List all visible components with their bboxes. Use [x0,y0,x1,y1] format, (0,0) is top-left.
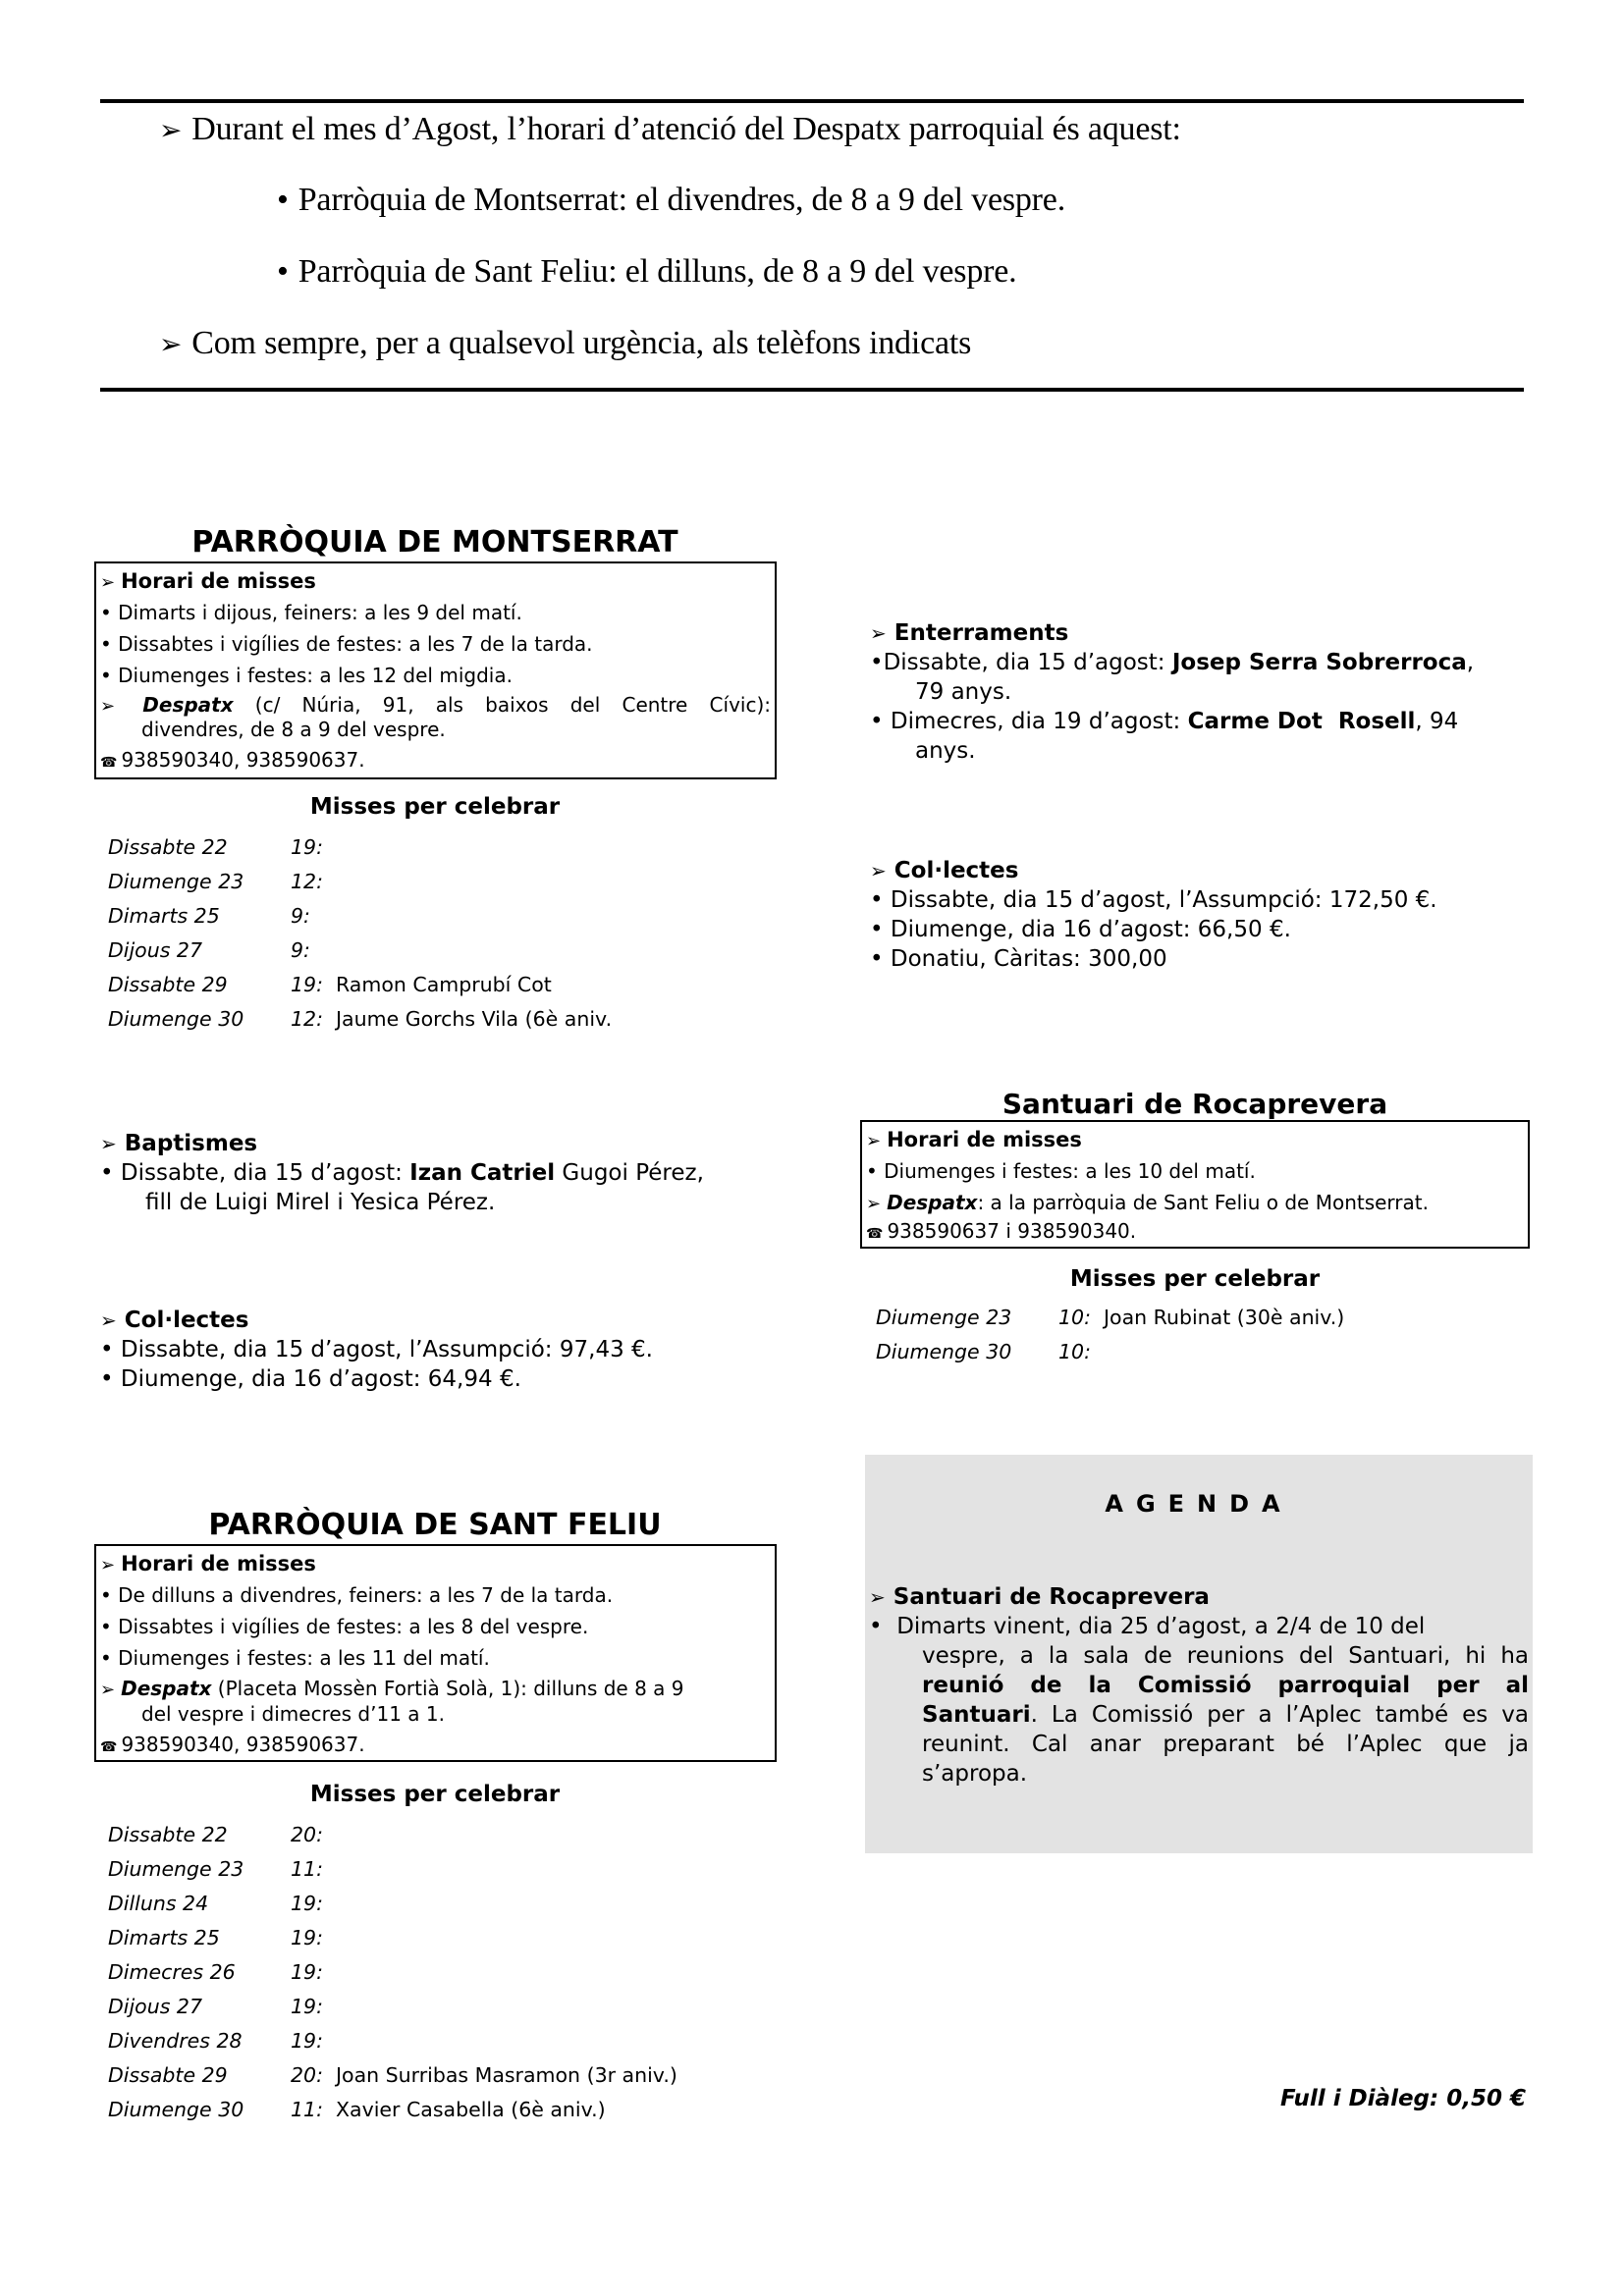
arrow-bullet-icon: ➢ [159,328,183,360]
mass-day: Diumenge 30 [108,1007,244,1031]
bullet-icon: • [870,887,884,913]
arrow-bullet-icon: ➢ [870,859,887,882]
top-rule [100,99,1524,103]
phone-numbers: 938590637 i 938590340. [887,1219,1137,1243]
bullet-icon: • [100,601,112,624]
collections-heading-text: Col·lectes [893,858,1019,883]
schedule-item-text: Dimarts i dijous, feiners: a les 9 del matí. [118,601,522,624]
bullet-icon: • [870,917,884,942]
bullet-icon: • [277,182,289,218]
arrow-bullet-icon: ➢ [159,114,183,146]
bullet-icon: • [277,253,289,290]
agenda-cont-post: . La Comissió per a l’Aplec també es va reunint. Cal anar preparant bé l’Aplec que ja s’apropa. [922,1702,1529,1787]
montserrat-title: PARRÒQUIA DE MONTSERRAT [191,525,678,560]
mass-day: Dissabte 22 [108,835,228,859]
phone-icon: ☎ [866,1226,884,1242]
mass-day: Dimarts 25 [108,1926,220,1949]
mass-time: 19: [291,1926,323,1949]
office-label: Despatx [121,1677,212,1700]
bullet-icon: • [100,1337,114,1362]
funerals-section [870,618,1534,766]
mass-day: Diumenge 23 [108,870,244,893]
office-hours-text: divendres, de 8 a 9 del vespre. [141,718,446,741]
funerals-heading [870,618,1534,648]
funeral-post: , 94 [1415,709,1459,734]
santuari-title: Santuari de Rocaprevera [1001,1088,1388,1120]
schedule-heading-text: Horari de misses [121,569,316,593]
montserrat-masses-title: Misses per celebrar [309,794,561,820]
schedule-item-text: Diumenges i festes: a les 12 del migdia. [118,664,513,687]
mass-day: Dilluns 24 [108,1892,209,1915]
collection-item [100,1335,778,1364]
mass-day: Dissabte 29 [108,973,228,996]
notice-text-1: Durant el mes d’Agost, l’horari d’atenció del Despatx parroquial és aquest: [191,111,1181,147]
funerals-heading-text: Enterraments [893,620,1069,646]
funeral-item [870,707,1534,766]
mass-time: 10: [1058,1340,1091,1363]
agenda-box [865,1455,1533,1853]
bullet-icon: • [100,1160,114,1186]
mass-row [876,1301,1524,1335]
mass-day: Dimarts 25 [108,904,220,928]
funeral-name: Carme Dot Rosell [1187,709,1416,734]
phone-line [866,1218,1524,1246]
office-hours-text: del vespre i dimecres d’11 a 1. [141,1702,445,1726]
mass-row [108,968,776,1002]
santfeliu-masses-title: Misses per celebrar [309,1782,561,1807]
santfeliu-masses-table [108,1818,776,2127]
mass-time: 10: [1058,1306,1091,1329]
schedule-heading-text: Horari de misses [121,1552,316,1575]
agenda-text [869,1612,1529,1789]
mass-time: 20: [291,2063,323,2087]
phone-line [100,744,771,775]
office-hours [100,719,771,744]
montserrat-masses-table [108,830,776,1037]
phone-numbers: 938590340, 938590637. [121,1733,365,1756]
mass-row [108,830,776,865]
agenda-item [869,1582,1529,1789]
collections-heading [870,856,1534,885]
mass-row [108,1955,776,1990]
arrow-bullet-icon: ➢ [866,1131,882,1151]
funeral-date: Dimecres, dia 19 d’agost: [890,709,1188,734]
collection-text: Dissabte, dia 15 d’agost, l’Assumpció: 172,50 €. [890,887,1437,913]
agenda-title: AGENDA [1105,1490,1293,1518]
arrow-bullet-icon: ➢ [866,1194,882,1214]
mass-day: Diumenge 23 [108,1857,244,1881]
mass-intention: Joan Surribas Masramon (3r aniv.) [336,2063,677,2087]
arrow-bullet-icon: ➢ [870,621,887,645]
mass-intention: Jaume Gorchs Vila (6è aniv. [336,1007,613,1031]
bullet-icon: • [100,1646,112,1670]
collections-heading-text: Col·lectes [124,1308,249,1333]
collection-text: Diumenge, dia 16 d’agost: 66,50 €. [890,917,1291,942]
baptism-date: Dissabte, dia 15 d’agost: [120,1160,410,1186]
mass-intention: Xavier Casabella (6è aniv.) [336,2098,606,2121]
mass-time: 12: [291,1007,323,1031]
mass-time: 19: [291,1995,323,2018]
mass-day: Diumenge 30 [876,1340,1012,1363]
schedule-heading [100,565,771,597]
mass-time: 12: [291,870,323,893]
arrow-bullet-icon: ➢ [100,572,116,593]
santuari-masses-table [876,1301,1524,1369]
bullet-icon: • [870,946,884,972]
schedule-heading [866,1124,1524,1155]
schedule-item-text: Diumenges i festes: a les 10 del matí. [884,1159,1256,1183]
mass-row [108,1887,776,1921]
phone-line [100,1729,771,1760]
mass-row [108,899,776,934]
phone-numbers: 938590340, 938590637. [121,748,365,772]
bullet-icon: • [100,1615,112,1638]
arrow-bullet-icon: ➢ [869,1585,886,1609]
bullet-icon: • [100,1583,112,1607]
mass-row [108,2093,776,2127]
arrow-bullet-icon: ➢ [100,1680,116,1700]
phone-icon: ☎ [100,1739,118,1755]
schedule-item [100,597,771,628]
collection-item [870,944,1534,974]
collections-heading [100,1306,778,1335]
mass-time: 19: [291,973,323,996]
mass-row [108,1852,776,1887]
notice-bullet-text-2: Parròquia de Sant Feliu: el dilluns, de 8 a 9 del vespre. [298,253,1017,290]
mass-day: Divendres 28 [108,2029,243,2053]
mass-row [108,1002,776,1037]
collection-text: Donatiu, Càritas: 300,00 [890,946,1167,972]
bullet-icon: • [100,632,112,656]
arrow-bullet-icon: ➢ [100,1132,117,1155]
agenda-continuation [869,1641,1529,1789]
santuari-masses-title: Misses per celebrar [1069,1266,1321,1292]
schedule-item [100,1642,771,1674]
mass-time: 19: [291,1960,323,1984]
baptisms-heading-text: Baptismes [124,1131,258,1156]
mass-intention: Joan Rubinat (30è aniv.) [1104,1306,1345,1329]
baptism-item [100,1158,778,1217]
price-footer: Full i Diàleg: 0,50 € [1280,2086,1526,2111]
right-collections-section [870,856,1534,974]
mass-time: 11: [291,1857,323,1881]
schedule-item-text: De dilluns a divendres, feiners: a les 7 de la tarda. [118,1583,614,1607]
schedule-heading [100,1548,771,1579]
office-hours [100,1701,771,1729]
mass-time: 9: [291,938,310,962]
schedule-item-text: Dissabtes i vigílies de festes: a les 8 del vespre. [118,1615,589,1638]
santuari-schedule-box [860,1120,1530,1249]
arrow-bullet-icon: ➢ [100,1308,117,1332]
office-text: : a la parròquia de Sant Feliu o de Montserrat. [977,1191,1429,1214]
mass-time: 19: [291,835,323,859]
notice-bullet-text-1: Parròquia de Montserrat: el divendres, de 8 a 9 del vespre. [298,182,1065,218]
collection-text: Diumenge, dia 16 d’agost: 64,94 €. [120,1366,521,1392]
collection-item [100,1364,778,1394]
bullet-icon: • [100,1366,114,1392]
baptisms-heading [100,1129,778,1158]
office-info [100,1674,771,1701]
bullet-icon: • [870,650,884,675]
baptism-parents: fill de Luigi Mirel i Yesica Pérez. [145,1190,496,1215]
montserrat-schedule-box [94,561,777,779]
office-label: Despatx [142,693,234,717]
mass-time: 20: [291,1823,323,1846]
schedule-item-text: Diumenges i festes: a les 11 del matí. [118,1646,490,1670]
schedule-item [100,1579,771,1611]
mass-time: 11: [291,2098,323,2121]
santfeliu-title: PARRÒQUIA DE SANT FELIU [208,1508,662,1542]
mass-day: Dissabte 22 [108,1823,228,1846]
arrow-bullet-icon: ➢ [100,696,116,717]
mass-time: 19: [291,2029,323,2053]
schedule-item [100,1611,771,1642]
santfeliu-schedule-box [94,1544,777,1762]
baptism-surname: Gugoi Pérez, [555,1160,704,1186]
mass-day: Dissabte 29 [108,2063,228,2087]
mass-row [108,2024,776,2058]
mass-row [876,1335,1524,1369]
collection-text: Dissabte, dia 15 d’agost, l’Assumpció: 97,43 €. [120,1337,653,1362]
baptisms-section [100,1129,778,1217]
mass-day: Diumenge 23 [876,1306,1012,1329]
schedule-item-text: Dissabtes i vigílies de festes: a les 7 de la tarda. [118,632,593,656]
bullet-icon: • [866,1159,878,1183]
notice-bullet-2 [277,252,1016,292]
office-label: Despatx [887,1191,978,1214]
mass-intention: Ramon Camprubí Cot [336,973,552,996]
notice-text-2: Com sempre, per a qualsevol urgència, als telèfons indicats [191,325,972,361]
agenda-heading [869,1582,1529,1612]
schedule-item [100,660,771,691]
office-info [866,1187,1524,1218]
bullet-icon: • [100,664,112,687]
schedule-item [100,628,771,660]
funeral-name: Josep Serra Sobrerroca [1171,650,1467,675]
mass-row [108,2058,776,2093]
mass-time: 9: [291,904,310,928]
collection-item [870,885,1534,915]
funeral-date: Dissabte, dia 15 d’agost: [883,650,1172,675]
agenda-cont-bold: reunió de la Comissió parroquial per al Santuari [922,1673,1529,1728]
notice-bullet-1 [277,181,1065,220]
collection-item [870,915,1534,944]
bullet-icon: • [869,1614,883,1639]
funeral-age: 79 anys. [915,679,1012,705]
agenda-first-line: Dimarts vinent, dia 25 d’agost, a 2/4 de 10 del [896,1614,1426,1639]
mass-row [108,1818,776,1852]
phone-icon: ☎ [100,755,118,771]
notice-line-1 [159,110,1181,150]
notice-line-2 [159,324,971,364]
agenda-heading-text: Santuari de Rocaprevera [893,1584,1210,1610]
mass-row [108,1921,776,1955]
mass-row [108,1990,776,2024]
baptism-name: Izan Catriel [409,1160,556,1186]
mass-row [108,865,776,899]
mass-day: Diumenge 30 [108,2098,244,2121]
mass-day: Dijous 27 [108,938,202,962]
bullet-icon: • [870,709,884,734]
office-address: (Placeta Mossèn Fortià Solà, 1): dilluns de 8 a 9 [211,1677,684,1700]
mass-day: Dijous 27 [108,1995,202,2018]
office-address: (c/ Núria, 91, als baixos del Centre Cívic): [233,693,771,717]
mass-row [108,934,776,968]
mass-time: 19: [291,1892,323,1915]
arrow-bullet-icon: ➢ [100,1555,116,1575]
funeral-post: , [1466,650,1475,675]
funeral-age: anys. [915,738,976,764]
montserrat-collections-section [100,1306,778,1394]
mass-day: Dimecres 26 [108,1960,236,1984]
bottom-rule [100,388,1524,392]
schedule-item [866,1155,1524,1187]
agenda-cont-pre: vespre, a la sala de reunions del Santuari, hi ha [922,1643,1529,1669]
funeral-item [870,648,1534,707]
schedule-heading-text: Horari de misses [887,1128,1082,1151]
